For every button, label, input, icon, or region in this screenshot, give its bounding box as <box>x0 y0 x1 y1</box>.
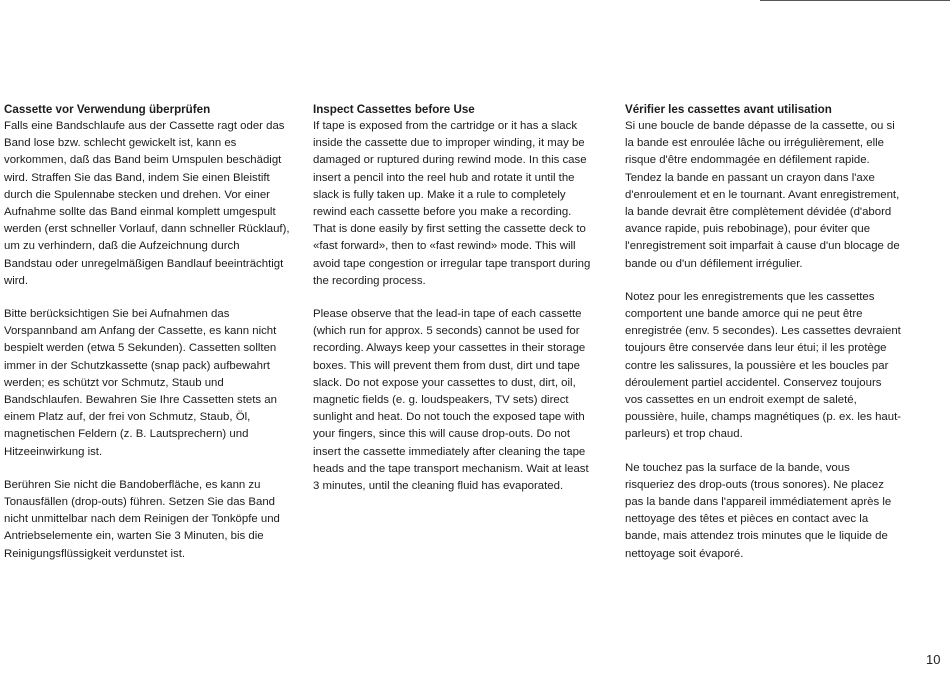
paragraph-french-1: Si une boucle de bande dépasse de la cassette, ou si la bande est enroulée lâche ou irrégulièrement, elle risque d'être endommagée en défilement rapide. Tendez la bande en passant un crayon dans l'axe d'enroulement et en le tournant. Avant enregistrement, la bande devrait être complètement dévidée (d'abord avance rapide, puis rebobinage), pour éviter que l'enregistrement soit imparfait à cause d'un blocage de bande ou d'un défilement irrégulier. <box>625 120 900 270</box>
heading-german: Cassette vor Verwendung überprüfen <box>4 103 211 116</box>
paragraph-french-3: Ne touchez pas la surface de la bande, vous risqueriez des drop-outs (trous sonores). Ne placez pas la bande dans l'appareil immédiatement après le nettoyage des têtes et pièces en contact avec la bande, mais attendez trois minutes que le liquide de nettoyage soit évaporé. <box>625 461 892 560</box>
column-french <box>625 102 902 579</box>
heading-english: Inspect Cassettes before Use <box>313 103 475 116</box>
page-number: 10 <box>926 652 941 667</box>
paragraph-german-2: Bitte berücksichtigen Sie bei Aufnahmen das Vorspannband am Anfang der Cassette, es kann nicht bespielt werden (etwa 5 Sekunden). Cassetten sollten immer in der Schutzkassette (snap pack) aufbewahrt werden; es schützt vor Schmutz, Staub und Bandschlaufen. Bewahren Sie Ihre Cassetten stets an einem Platz auf, der frei von Schmutz, Staub, Öl, magnetischen Feldern (z. B. Lautsprechern) und Hitzeeinwirkung ist. <box>4 308 277 458</box>
paragraph-german-1: Falls eine Bandschlaufe aus der Cassette ragt oder das Band lose bzw. schlecht gewickelt ist, kann es vorkommen, daß das Band beim Umspulen beschädigt wird. Straffen Sie das Band, indem Sie einen Bleistift durch die Spulennabe stecken und drehen. Vor einer Aufnahme sollte das Band einmal komplett umgespult werden (erst schneller Vorlauf, dann schneller Rücklauf), um zu verhindern, daß die Aufzeichnung durch Bandstau oder unregelmäßigen Bandlauf beeinträchtigt wird. <box>4 120 290 287</box>
paragraph-english-2: Please observe that the lead-in tape of each cassette (which run for approx. 5 seconds) cannot be used for recording. Always keep your cassettes in their storage boxes. This will prevent them from dust, dirt und tape slack. Do not expose your cassettes to dust, dirt, oil, magnetic fields (e. g. loudspeakers, TV sets) direct sunlight and heat. Do not touch the exposed tape with your fingers, since this will cause drop-outs. Do not insert the cassette immediately after cleaning the tape heads and the tape transport mechanism. Wait at least 3 minutes, until the cleaning fluid has evaporated. <box>313 308 589 493</box>
column-german <box>4 102 290 579</box>
column-english <box>313 102 594 511</box>
paragraph-german-3: Berühren Sie nicht die Bandoberfläche, es kann zu Tonausfällen (drop-outs) führen. Setzen Sie das Band nicht unmittelbar nach dem Reinigen der Tonköpfe und Antriebselemente ein, warten Sie 3 Minuten, bis die Reinigungsflüssigkeit verdunstet ist. <box>4 478 280 560</box>
heading-french: Vérifier les cassettes avant utilisation <box>625 103 832 116</box>
paragraph-french-2: Notez pour les enregistrements que les cassettes comportent une bande amorce qui ne peut être enregistrée (env. 5 secondes). Les cassettes devraient toujours être conservée dans leur étui; il les protège contre les salissures, la poussière et les boucles par déroulement partiel accidentel. Conservez toujours vos cassettes en un endroit exempt de saleté, poussière, huile, champs magnétiques (p. ex. les haut-parleurs) et trop chaud. <box>625 290 902 441</box>
top-edge-rule <box>760 0 950 1</box>
paragraph-english-1: If tape is exposed from the cartridge or it has a slack inside the cassette due to improper winding, it may be damaged or ruptured during rewind mode. In this case insert a pencil into the reel hub and rotate it until the slack is fully taken up. Make it a rule to completely rewind each cassette before you make a recording. That is done easily by first setting the cassette deck to «fast forward», then to «fast rewind» mode. This will avoid tape congestion or irregular tape transport during the recording process. <box>313 120 591 287</box>
